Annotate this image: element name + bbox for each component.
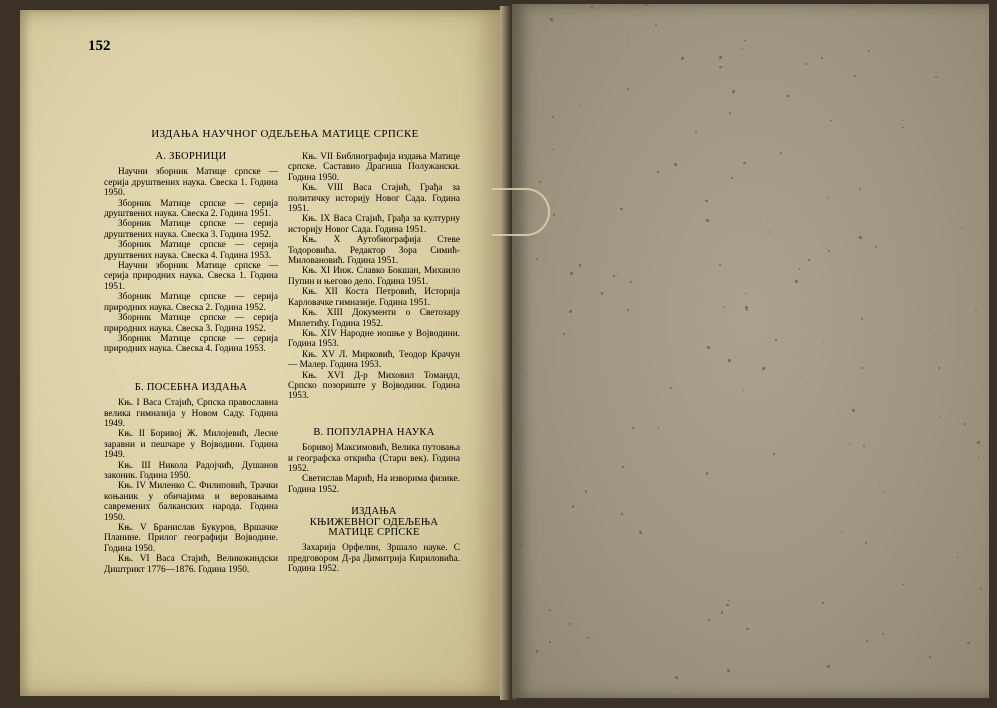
list-item: Књ. IX Васа Стајић, Грађа за културну историју Новог Сада. Година 1951.: [288, 214, 460, 235]
paper-speck: [967, 642, 970, 645]
paper-speck: [745, 293, 746, 294]
paper-speck: [930, 241, 931, 242]
paper-speck: [808, 259, 810, 261]
paper-speck: [526, 373, 528, 375]
paper-speck: [639, 531, 642, 534]
paper-speck: [746, 628, 748, 630]
paper-speck: [570, 272, 573, 275]
list-item: Књ. VII Библиографија издања Матице српске. Саставио Драгиша Полужански. Година 1950.: [288, 152, 460, 183]
paper-speck: [780, 152, 782, 154]
paper-speck: [866, 640, 868, 642]
paper-speck: [721, 611, 723, 613]
paper-speck: [964, 423, 966, 425]
paper-speck: [539, 181, 541, 183]
paper-speck: [627, 39, 629, 41]
paper-speck: [769, 231, 770, 232]
paper-speck: [695, 131, 697, 133]
paper-speck: [642, 247, 644, 249]
paper-speck: [515, 252, 517, 254]
paper-speck: [675, 676, 678, 679]
paper-speck: [728, 600, 729, 601]
paper-speck: [819, 98, 820, 99]
paper-speck: [585, 490, 587, 492]
paper-speck: [622, 466, 623, 467]
list-item: Захарија Орфелин, Зршало науке. С предговором Д-ра Димитрија Кириловића. Година 1952.: [288, 543, 460, 575]
list-item: Књ. IV Миленко С. Филиповић, Трачки коњаник у обичајима и веровањима савремених балканских народа. Година 1950.: [104, 481, 278, 523]
paper-speck: [853, 224, 854, 225]
paper-speck: [762, 367, 765, 370]
left-column: [104, 152, 278, 575]
paper-speck: [732, 90, 735, 93]
paper-speck: [929, 656, 931, 658]
paper-speck: [569, 310, 572, 313]
paper-speck: [832, 491, 833, 492]
paper-speck: [708, 619, 710, 621]
page-title: ИЗДАЊА НАУЧНОГ ОДЕЉЕЊА МАТИЦЕ СРПСКЕ: [151, 128, 419, 140]
paper-speck: [621, 513, 623, 515]
paper-speck: [658, 427, 659, 428]
list-item: Зборник Матице српске — серија друштвених наука. Свеска 4. Година 1953.: [104, 240, 278, 261]
list-item: Зборник Матице српске — серија друштвених наука. Свеска 2. Година 1951.: [104, 198, 278, 220]
paper-speck: [823, 342, 824, 343]
paper-speck: [520, 545, 522, 547]
paper-speck: [551, 51, 552, 52]
paper-speck: [865, 542, 867, 544]
paper-speck: [799, 268, 800, 269]
paper-speck: [744, 40, 746, 42]
paper-speck: [980, 588, 983, 591]
section-heading-v: В. ПОПУЛАРНА НАУКА: [313, 426, 435, 438]
paper-speck: [724, 66, 725, 67]
list-item: Књ. X Аутобиографија Стеве Тодоровића. Редактор Зора Симић-Миловановић. Година 1951.: [288, 235, 460, 267]
paper-speck: [939, 416, 941, 418]
paper-speck: [863, 445, 865, 447]
page-number: 152: [88, 38, 111, 54]
paper-speck: [828, 250, 830, 252]
paper-speck: [552, 116, 554, 118]
paper-speck: [667, 23, 668, 24]
paper-speck: [728, 359, 731, 362]
paper-speck: [565, 230, 566, 231]
paper-speck: [795, 280, 798, 283]
list-item: Књ. VIII Васа Стајић, Грађа за политичку историју Новог Сада. Година 1951.: [288, 183, 460, 215]
paper-speck: [645, 4, 647, 6]
paper-speck: [563, 333, 565, 335]
list-item: Књ. XI Инж. Славко Бокшан, Михаило Пупин и његово дело. Година 1951.: [288, 266, 460, 287]
paper-speck: [719, 66, 722, 69]
paper-speck: [674, 163, 676, 165]
paper-speck: [773, 453, 775, 455]
paper-speck: [580, 105, 582, 107]
paper-speck: [617, 272, 618, 273]
paper-speck: [623, 515, 624, 516]
paper-speck: [705, 200, 708, 203]
paper-speck: [780, 633, 781, 634]
paper-speck: [933, 186, 934, 187]
paper-speck: [963, 358, 964, 359]
paper-speck: [918, 308, 919, 309]
paper-speck: [719, 56, 722, 59]
paper-speck: [742, 48, 744, 50]
paper-speck: [977, 441, 980, 444]
paper-speck: [821, 57, 823, 59]
paper-speck: [724, 306, 726, 308]
section-heading-lit-1: ИЗДАЊА: [351, 506, 397, 518]
paper-speck: [729, 112, 731, 114]
list-item: Боривој Максимовић, Велика путовања и географска открића (Стари век). Година 1952.: [288, 443, 460, 474]
paper-speck: [961, 228, 963, 230]
list-item: Научни зборник Матице српске — серија друштвених наука. Свеска 1. Година 1950.: [104, 167, 278, 199]
paper-speck: [958, 414, 959, 415]
paper-speck: [902, 127, 904, 129]
paper-speck: [822, 602, 823, 603]
paper-speck: [841, 531, 842, 532]
paper-speck: [879, 481, 880, 482]
paper-speck: [569, 623, 571, 625]
list-item: Књ. I Васа Стајић, Српска православна велика гимназија у Новом Саду. Година 1949.: [104, 398, 278, 429]
list-item: Књ. III Никола Радојчић, Душанов законик. Година 1950.: [104, 460, 278, 481]
paper-speck: [861, 318, 863, 320]
paper-speck: [627, 309, 629, 311]
paper-speck: [553, 214, 555, 216]
paper-speck: [746, 309, 748, 311]
paper-speck: [512, 339, 514, 341]
paper-speck: [975, 311, 976, 312]
paper-speck: [787, 95, 789, 97]
paper-speck: [801, 376, 802, 377]
paper-speck: [830, 120, 831, 121]
paper-speck: [655, 24, 657, 26]
paper-speck: [681, 57, 684, 60]
paper-speck: [852, 409, 855, 412]
list-item: Зборник Матице српске — серија природних наука. Свеска 2. Година 1952.: [104, 292, 278, 313]
paper-speck: [742, 390, 743, 391]
paper-speck: [854, 75, 856, 77]
paper-speck: [552, 149, 553, 150]
paper-speck: [928, 328, 929, 329]
list-item: Књ. VI Васа Стајић, Великокиндски Диштрикт 1776—1876. Година 1950.: [104, 554, 278, 575]
list-item: Светислав Марић, На изворима физике. Година 1952.: [288, 474, 460, 495]
list-item: Зборник Матице српске — серија друштвених наука. Свеска 3. Година 1952.: [104, 219, 278, 240]
paper-speck: [861, 367, 863, 369]
paper-speck: [805, 63, 807, 65]
paper-speck: [536, 650, 539, 653]
paper-speck: [978, 457, 979, 458]
paper-speck: [706, 219, 709, 222]
paper-speck: [727, 669, 730, 672]
paper-speck: [554, 247, 555, 248]
right-page-endpaper: [512, 4, 989, 698]
list-item: Књ. XIII Документи о Светозару Милетићу. Година 1952.: [288, 308, 460, 329]
paper-speck: [632, 427, 634, 429]
paper-speck: [775, 339, 776, 340]
paper-speck: [731, 177, 734, 180]
paper-speck: [627, 88, 629, 90]
paper-speck: [938, 367, 940, 369]
paper-speck: [657, 171, 659, 173]
paper-speck: [706, 472, 708, 474]
paper-speck: [591, 6, 594, 9]
paper-speck: [620, 208, 623, 211]
section-heading-b: Б. ПОСЕБНА ИЗДАЊА: [134, 381, 248, 393]
paper-speck: [743, 162, 745, 164]
paper-speck: [849, 444, 851, 446]
paper-speck: [550, 18, 552, 20]
paper-speck: [576, 117, 577, 118]
paper-speck: [549, 641, 550, 642]
paper-speck: [828, 197, 829, 198]
list-item: Књ. XIV Народне ношње у Војводини. Година 1953.: [288, 328, 460, 350]
paper-speck: [514, 430, 515, 431]
right-column: [288, 152, 460, 575]
paper-speck: [579, 264, 582, 267]
paper-speck: [707, 346, 709, 348]
list-item: Зборник Матице српске — серија природних наука. Свеска 4. Година 1953.: [104, 333, 278, 355]
paper-speck: [760, 221, 761, 222]
paper-speck: [859, 188, 862, 191]
paper-speck: [601, 292, 603, 294]
paper-speck: [516, 524, 518, 526]
binding-thread: [492, 188, 550, 236]
paper-speck: [613, 275, 615, 277]
section-heading-lit-2: КЊИЖЕВНОГ ОДЕЉЕЊА: [309, 516, 439, 528]
paper-speck: [868, 50, 870, 52]
list-item: Зборник Матице српске — серија природних наука. Свеска 3. Година 1952.: [104, 313, 278, 334]
section-heading-a: А. ЗБОРНИЦИ: [155, 151, 227, 162]
paper-speck: [827, 665, 830, 668]
paper-speck: [875, 246, 877, 248]
paper-speck: [902, 584, 903, 585]
list-item: Књ. XVI Д-р Миховил Томандл, Српско позориште у Војводини. Година 1953.: [288, 370, 460, 402]
paper-speck: [957, 556, 959, 558]
list-item: Књ. II Боривој Ж. Милојевић, Лесне заравни и пешчаре у Војводини. Година 1949.: [104, 429, 278, 461]
paper-speck: [882, 633, 884, 635]
list-item: Књ. V Бранислав Букуров, Вршачке Планине. Прилог географији Војводине. Година 1950.: [104, 523, 278, 554]
paper-speck: [719, 264, 721, 266]
list-item: Научни зборник Матице српске — серија природних наука. Свеска 1. Година 1951.: [104, 261, 278, 292]
paper-speck: [902, 120, 903, 121]
list-item: Књ. XV Л. Мирковић, Теодор Крачун — Малер. Година 1953.: [288, 349, 460, 371]
paper-speck: [859, 236, 862, 239]
paper-speck: [726, 604, 728, 606]
paper-speck: [935, 76, 937, 78]
paper-speck: [572, 505, 575, 508]
paper-speck: [549, 609, 551, 611]
section-heading-lit-3: МАТИЦЕ СРПСКЕ: [328, 527, 420, 538]
paper-speck: [536, 258, 538, 260]
paper-speck: [587, 637, 589, 639]
list-item: Књ. XII Коста Петровић, Историја Карловачке гимназије. Година 1951.: [288, 287, 460, 308]
paper-speck: [630, 281, 632, 283]
paper-speck: [670, 387, 672, 389]
paper-speck: [883, 491, 885, 493]
